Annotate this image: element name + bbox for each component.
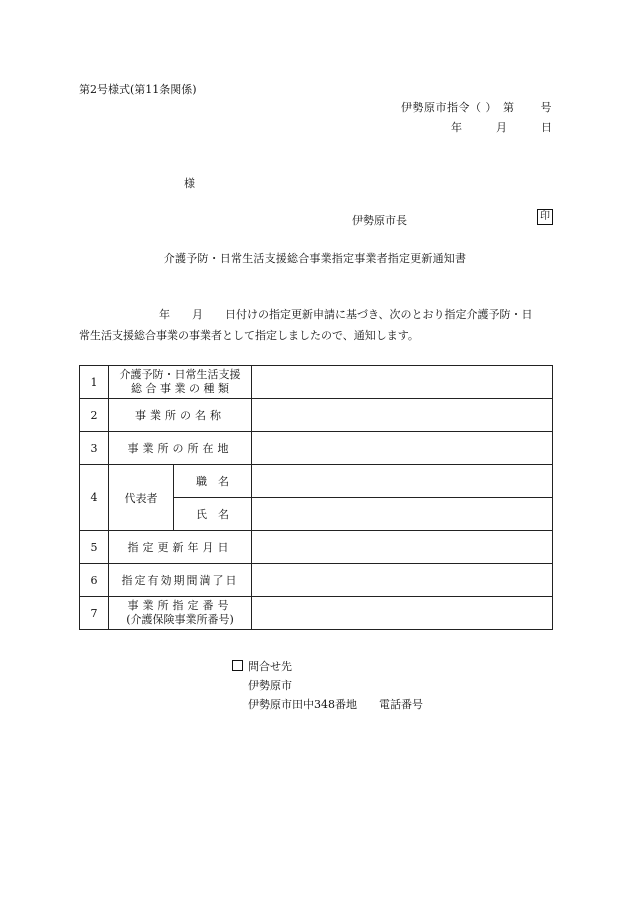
row-number: 2 [80,399,109,432]
seal-mark: 印 [537,209,553,225]
row-label: 指定更新年月日 [109,531,252,564]
row-number: 4 [80,465,109,531]
issuer-name: 伊勢原市長 [352,214,407,227]
row-number: 7 [80,597,109,630]
row-number: 5 [80,531,109,564]
representative-name-value[interactable] [252,498,553,531]
document-date [451,119,552,135]
row-label: 事業所の所在地 [109,432,252,465]
row-number: 3 [80,432,109,465]
contact-block [232,657,423,714]
date-month: 月 [496,121,507,134]
representative-name-label: 氏 名 [174,498,252,531]
row-number: 1 [80,366,109,399]
table-row [80,531,553,564]
row-value[interactable] [252,531,553,564]
row-value[interactable] [252,432,553,465]
doc-number-go: 号 [540,101,552,114]
doc-number-prefix: 伊勢原市指令 [401,101,470,114]
contact-org: 伊勢原市 [248,679,292,692]
row-value[interactable] [252,366,553,399]
body-line2: 常生活支援総合事業の事業者として指定しましたので、通知します。 [79,329,419,342]
row-label [109,597,252,630]
checkbox-square-icon [232,660,243,671]
date-day: 日 [541,121,552,134]
table-row [80,399,553,432]
body-line1-rest: 日付けの指定更新申請に基づき、次のとおり指定介護予防・日 [225,308,533,321]
row-value[interactable] [252,597,553,630]
row-value[interactable] [252,564,553,597]
row-label: 代表者 [109,465,174,531]
table-row [80,366,553,399]
representative-title-label: 職 名 [174,465,252,498]
contact-heading: 問合せ先 [248,660,292,673]
row-label-line2: (介護保険事業所番号) [126,613,234,626]
document-title: 介護予防・日常生活支援総合事業指定事業者指定更新通知書 [163,252,467,265]
row-number: 6 [80,564,109,597]
table-row [80,432,553,465]
row-label: 事業所の名称 [109,399,252,432]
table-row [80,465,553,498]
row-label-line1: 介護予防・日常生活支援 [119,368,241,381]
row-label-line2: 総 合 事 業 の 種 類 [131,382,229,395]
document-number [401,99,552,115]
date-year: 年 [451,121,462,134]
table-row [80,564,553,597]
contact-phone-label: 電話番号 [379,698,423,711]
contact-address: 伊勢原市田中348番地 [248,698,357,711]
recipient-honorific: 様 [184,177,195,190]
body-paragraph [79,304,555,346]
row-label-line1: 事業所指定番号 [127,599,233,612]
body-year: 年 [159,308,170,321]
representative-title-value[interactable] [252,465,553,498]
row-label [109,366,252,399]
table-row [80,597,553,630]
form-number: 第2号様式(第11条関係) [79,83,197,96]
body-month: 月 [192,308,203,321]
doc-number-paren: （ ） [470,101,497,114]
row-value[interactable] [252,399,553,432]
row-label: 指定有効期間満了日 [109,564,252,597]
doc-number-dai: 第 [503,101,515,114]
info-table [79,365,553,630]
